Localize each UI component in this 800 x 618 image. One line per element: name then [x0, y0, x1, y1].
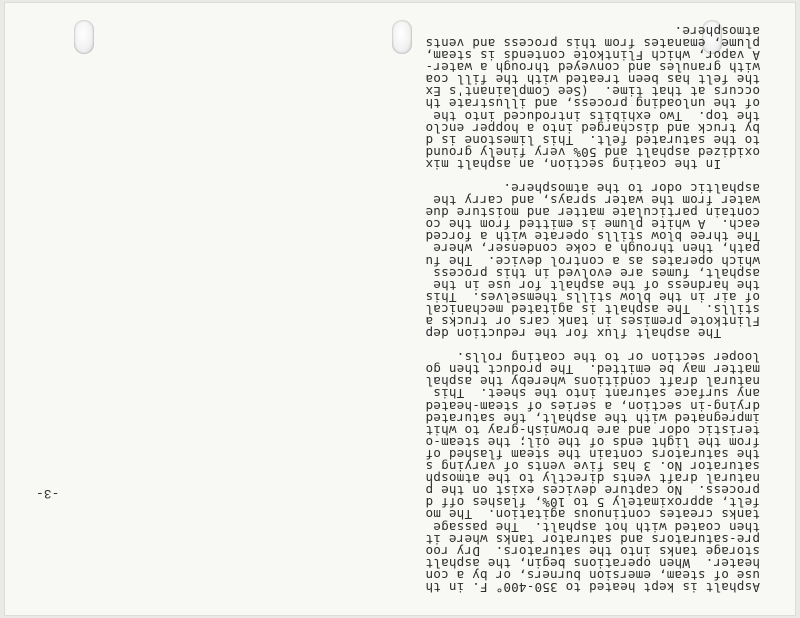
text-line: felt, approximately 5 to 10%, flashes off d	[425, 495, 760, 511]
text-line: of the unloading process, and illustrate th	[425, 96, 760, 112]
text-line: the saturators contain the steam flashed of	[425, 447, 760, 463]
text-line: impregnated with the asphalt, the saturated	[425, 410, 760, 426]
text-line: looper section or to the coating rolls.	[456, 350, 760, 366]
text-line: the felt has been treated with the fill coa	[425, 72, 760, 88]
text-line: natural draft conditions whereby the asphal	[425, 374, 760, 390]
paragraph	[40, 23, 760, 173]
text-line: the hardness of the asphalt for use in the	[433, 277, 760, 293]
text-line: oxidized asphalt and 50% very finely ground	[425, 144, 760, 160]
text-line: water from the water sprays, and carry the	[433, 193, 760, 209]
text-line: path, then through a coke condenser, where	[433, 241, 760, 257]
text-line: then coated with hot asphalt. The passage	[433, 519, 760, 535]
page-number: -3-	[36, 486, 60, 501]
text-line: the top. Two exhibits introduced into the	[433, 108, 760, 124]
text-line: from the light ends of the oil; the steam-o	[425, 434, 760, 450]
text-line: natural draft vents directly to the atmosph	[425, 471, 760, 487]
text-line: The three blow stills operate with a forced	[425, 229, 760, 245]
paragraph	[40, 181, 760, 342]
text-line: atmosphere.	[674, 23, 760, 39]
text-line: to the saturated felt. This limestone is d	[425, 132, 760, 148]
text-line: Flintkote premises in tank cars or trucks a	[425, 314, 760, 330]
text-line: any surface saturant into the sheet. This	[433, 386, 760, 402]
text-line: stills. The asphalt is agitated mechanical	[425, 302, 760, 318]
text-line: by truck and discharged into a hopper enclo	[425, 120, 760, 136]
text-line: occurs at that time. (See Complainant's Ex	[425, 84, 760, 100]
text-line: process. No capture devices exist on the p	[425, 483, 760, 499]
text-line: Asphalt is kept heated to 350-400° F. in th	[425, 580, 760, 596]
text-line: storage tanks into the saturators. Dry roo	[425, 543, 760, 559]
text-line: heater. When operations begin, the asphalt	[425, 555, 760, 571]
text-line: teristic odor and are brownish-gray to whit	[425, 422, 760, 438]
text-line: drying-in section, a series of steam-heated	[425, 398, 760, 414]
paragraph	[40, 350, 760, 596]
text-line: contain particulate matter and moisture due	[425, 205, 760, 221]
text-line: each. A white plume is emitted from the co	[425, 217, 760, 233]
text-line: matter may be emitted. The product then go	[425, 362, 760, 378]
text-line: asphalt, fumes are evolved in this process	[433, 265, 760, 281]
text-line: use of steam, emersion burners, or by a con	[425, 568, 760, 584]
text-line: with granules and conveyed through a water-	[425, 60, 760, 76]
text-line: of air in the blow stills themselves. This	[425, 289, 760, 305]
text-line: tanks creates continuous agitation. The mo	[425, 507, 760, 523]
text-line: plume, emanates from this process and vents	[425, 36, 760, 52]
body-text	[40, 23, 760, 596]
rotated-text-block	[40, 23, 760, 596]
text-line: pre-saturators and saturator tanks where it	[425, 531, 760, 547]
text-line: asphaltic odor to the atmosphere.	[503, 181, 760, 197]
text-line: which operates as a control device. The fu	[425, 253, 760, 269]
text-line: The asphalt flux for the reduction dep	[425, 326, 760, 342]
text-line: saturator No. 3 has five vents of varying s	[425, 459, 760, 475]
text-line: In the coating section, an asphalt mix	[425, 157, 760, 173]
text-line: A vapor, which Flintkote contends is steam,	[425, 48, 760, 64]
